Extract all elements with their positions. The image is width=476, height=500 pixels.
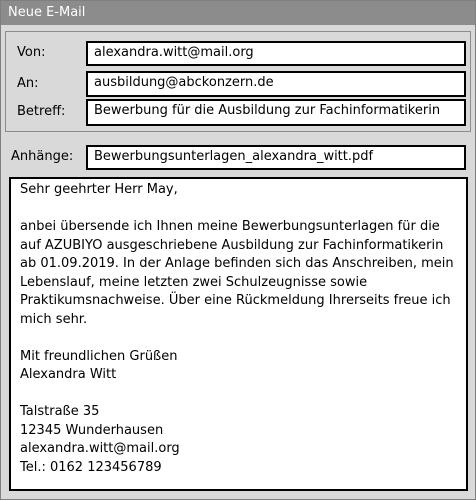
body-paragraph: anbei übersende ich Ihnen meine Bewerbungsunterlagen für die auf AZUBIYO ausgeschriebene Ausbildung zur Fachinformatikerin ab 01.09.2019. In der Anlage befinden sich das Anschreiben, mein Lebenslauf, meine letzten zwei Schulzeugnisse sowie Praktikumsnachweise. Über eine Rückmeldung Ihrerseits freue ich mich sehr. [20,219,454,327]
greeting-text: Sehr geehrter Herr May, [20,182,178,197]
attachments-label: Anhänge: [11,149,74,164]
closing-text: Mit freundlichen Grüßen [20,348,178,364]
attachment-file[interactable]: Bewerbungsunterlagen_alexandra_witt.pdf [86,145,466,170]
subject-label: Betreff: [17,104,66,119]
sender-email: alexandra.witt@mail.org [20,441,180,456]
to-label: An: [17,76,39,91]
from-label: Von: [17,45,46,60]
sender-phone: Tel.: 0162 123456789 [20,459,162,475]
subject-field[interactable]: Bewerbung für die Ausbildung zur Fachinformatikerin [86,99,466,126]
message-body[interactable] [9,177,468,491]
sender-street: Talstraße 35 [20,404,100,419]
from-field[interactable]: alexandra.witt@mail.org [86,41,466,66]
to-field[interactable]: ausbildung@abckonzern.de [86,71,466,97]
window-title: Neue E-Mail [1,1,475,25]
sender-name: Alexandra Witt [20,367,117,382]
sender-city: 12345 Wunderhausen [20,422,164,438]
